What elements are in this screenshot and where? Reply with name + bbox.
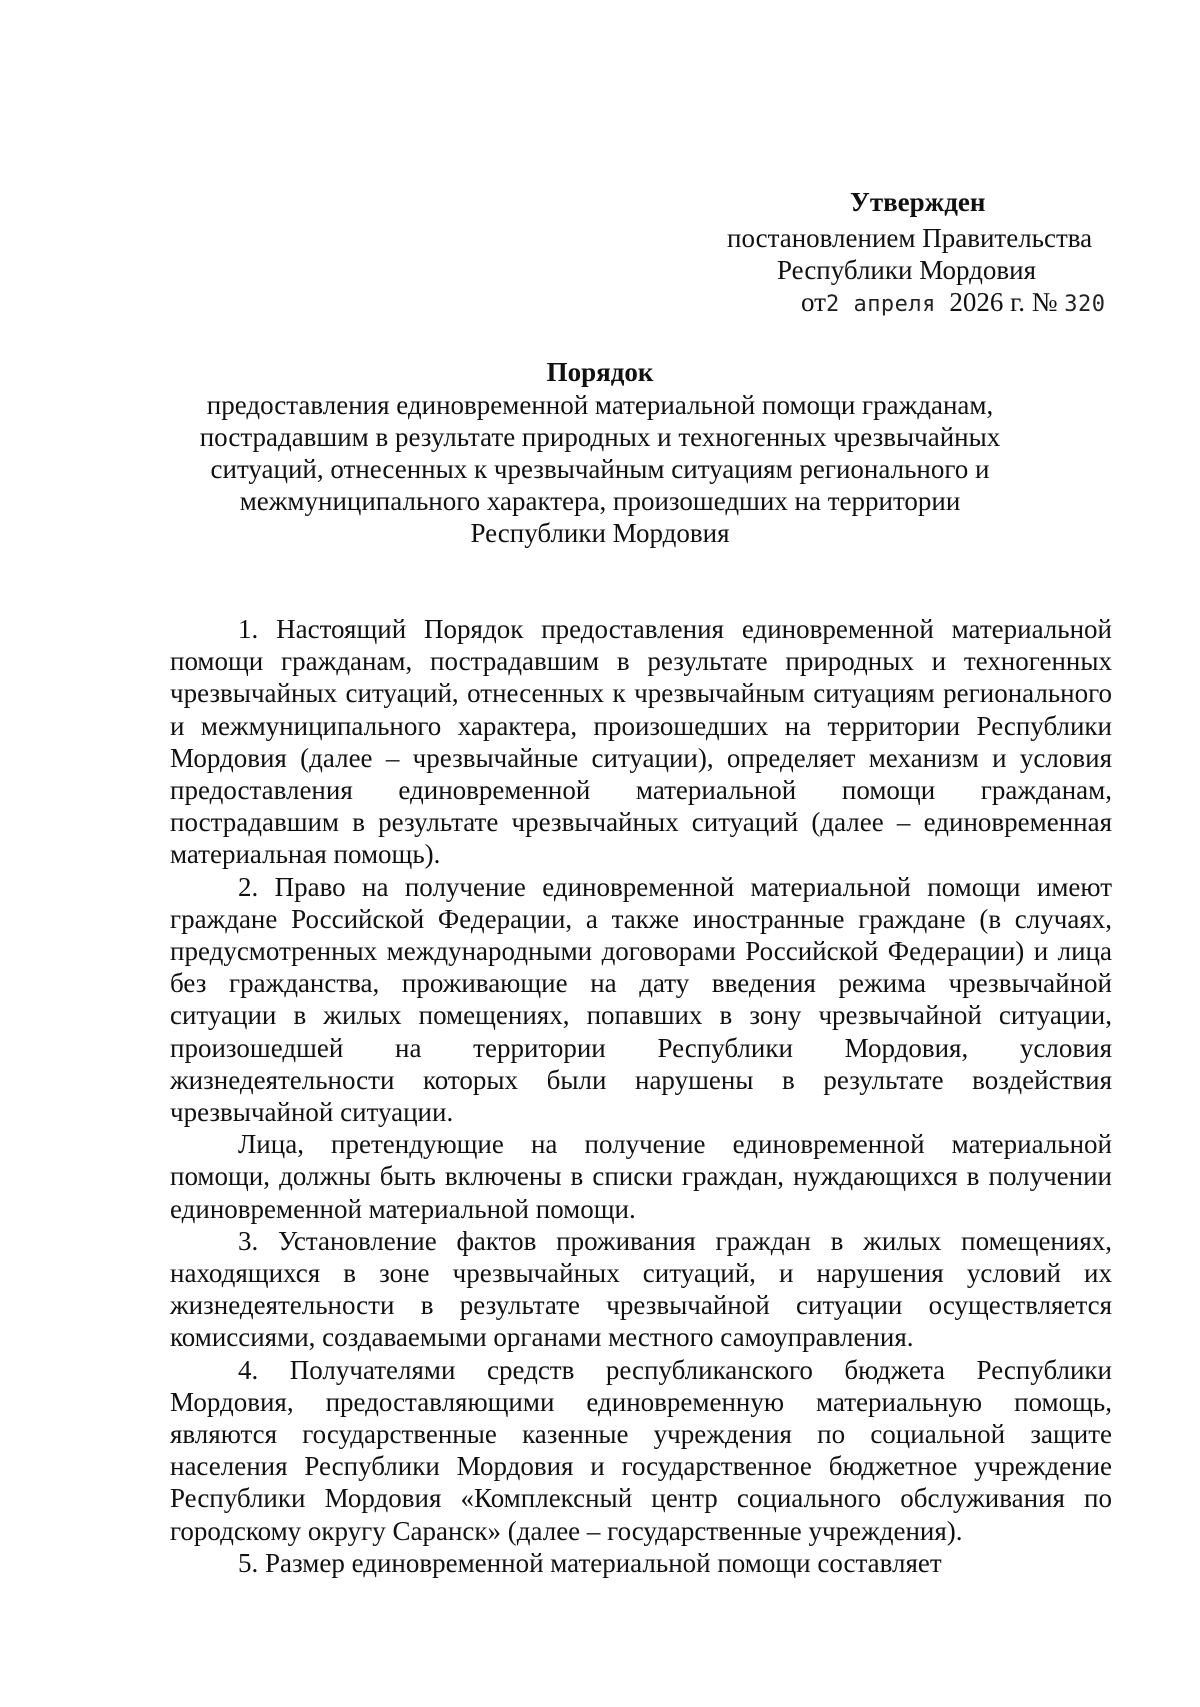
paragraph-4: 4. Получателями средств республиканского бюджета Республики Мордовия, предоставляющими единовременную материальную помощь, являются государственные казенные учреждения по социальной защите населения Республики Мордовия и государственное бюджетное учреждение Республики Мордовия «Комплексный центр социального обслуживания по городскому округу Саранск» (далее – государственные учреждения).: [170, 1354, 1112, 1546]
approval-date-prefix: от: [801, 287, 826, 317]
approval-year: 2026 г. №: [949, 287, 1058, 317]
paragraph-5: 5. Размер единовременной материальной помощи составляет: [238, 1547, 942, 1578]
subtitle-line: предоставления единовременной материальной помощи гражданам,: [206, 390, 994, 420]
document-body: [170, 613, 1112, 1579]
approval-date-line: [801, 286, 1105, 321]
document-title: Порядок: [546, 357, 654, 387]
subtitle-line: межмуниципального характера, произошедших на территории: [239, 486, 961, 516]
approval-label: Утвержден: [850, 187, 986, 217]
approval-number: 320: [1064, 292, 1106, 317]
approval-date-value: 2 апреля: [825, 292, 936, 317]
paragraph-2: 2. Право на получение единовременной материальной помощи имеют граждане Российской Федерации, а также иностранные граждане (в случаях, предусмотренных международными договорами Российской Федерации) и лица без гражданства, проживающие на дату введения режима чрезвычайной ситуации в жилых помещениях, попавших в зону чрезвычайной ситуации, произошедшей на территории Республики Мордовия, условия жизнедеятельности которых были нарушены в результате воздействия чрезвычайной ситуации.: [170, 871, 1112, 1128]
subtitle-line: ситуаций, отнесенных к чрезвычайным ситуациям регионального и: [210, 454, 990, 484]
approval-decree-line: постановлением Правительства: [727, 223, 1093, 253]
approval-republic-line: Республики Мордовия: [777, 255, 1037, 285]
paragraph-1: 1. Настоящий Порядок предоставления единовременной материальной помощи гражданам, пострадавшим в результате природных и техногенных чрезвычайных ситуаций, отнесенных к чрезвычайным ситуациям регионального и межмуниципального характера, произошедших на территории Республики Мордовия (далее – чрезвычайные ситуации), определяет механизм и условия предоставления единовременной материальной помощи гражданам, пострадавшим в результате чрезвычайных ситуаций (далее – единовременная материальная помощь).: [170, 614, 1112, 870]
subtitle-line: пострадавшим в результате природных и техногенных чрезвычайных: [199, 422, 1001, 452]
document-subtitle: [160, 389, 1040, 549]
paragraph-2-continuation: Лица, претендующие на получение единовременной материальной помощи, должны быть включены в списки граждан, нуждающихся в получении единовременной материальной помощи.: [170, 1129, 1112, 1224]
paragraph-3: 3. Установление фактов проживания граждан в жилых помещениях, находящихся в зоне чрезвычайных ситуаций, и нарушения условий их жизнедеятельности в результате чрезвычайной ситуации осуществляется комиссиями, создаваемыми органами местного самоуправления.: [170, 1225, 1112, 1353]
subtitle-line: Республики Мордовия: [470, 518, 730, 548]
